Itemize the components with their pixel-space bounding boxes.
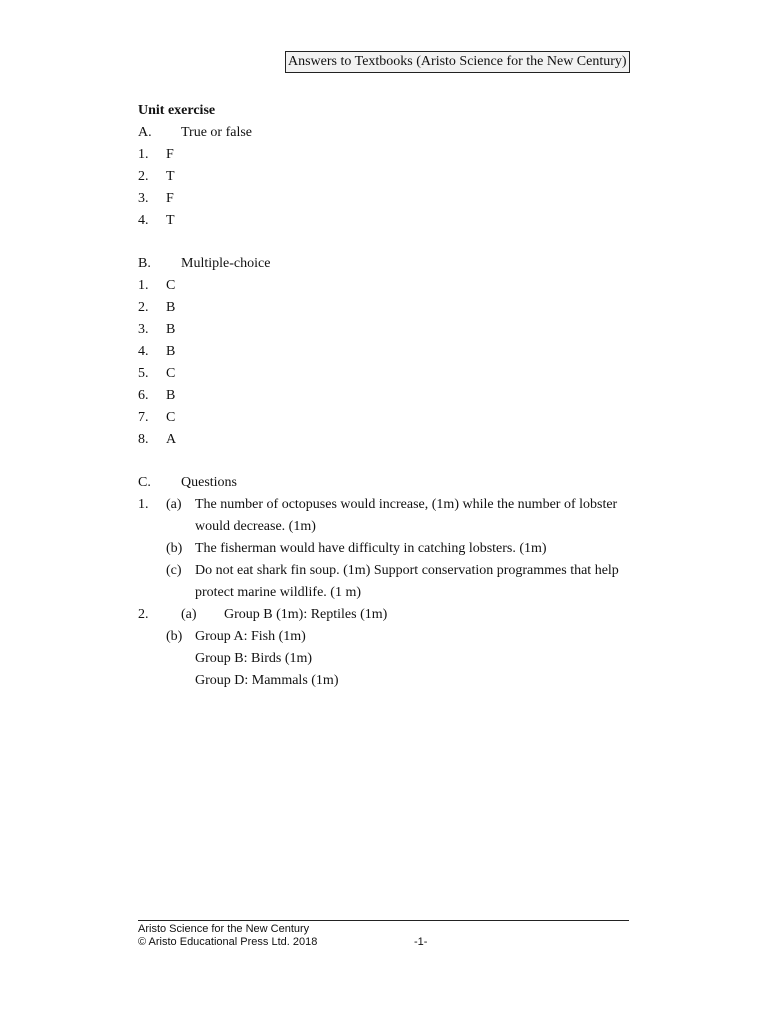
section-a-title: True or false xyxy=(181,125,253,140)
answer-text: The number of octopuses would increase, (1m) while the number of lobster xyxy=(195,497,618,512)
footer-divider xyxy=(138,920,629,921)
item-answer: A xyxy=(166,432,177,447)
answer-text: Group B: Birds (1m) xyxy=(195,651,313,666)
header-title: Answers to Textbooks (Aristo Science for the New Century) xyxy=(288,54,627,69)
answer-text: Group D: Mammals (1m) xyxy=(195,673,339,688)
item-answer: T xyxy=(166,169,175,184)
item-answer: T xyxy=(166,213,175,228)
item-answer: F xyxy=(166,147,174,162)
section-b-title: Multiple-choice xyxy=(181,256,271,271)
item-answer: B xyxy=(166,322,176,337)
page-number: -1- xyxy=(414,936,428,948)
answer-text: Group A: Fish (1m) xyxy=(195,629,306,644)
item-answer: C xyxy=(166,366,176,381)
section-a-letter: A. xyxy=(138,125,152,140)
item-answer: C xyxy=(166,278,176,293)
item-number: 5. xyxy=(138,366,149,381)
unit-title: Unit exercise xyxy=(138,103,216,118)
item-number: 1. xyxy=(138,147,149,162)
answer-text: The fisherman would have difficulty in catching lobsters. (1m) xyxy=(195,541,547,556)
item-number: 8. xyxy=(138,432,149,447)
item-number: 1. xyxy=(138,278,149,293)
item-answer: B xyxy=(166,300,176,315)
item-number: 3. xyxy=(138,191,149,206)
section-c-letter: C. xyxy=(138,475,151,490)
item-answer: B xyxy=(166,344,176,359)
item-answer: F xyxy=(166,191,174,206)
item-number: 2. xyxy=(138,169,149,184)
item-number: 4. xyxy=(138,213,149,228)
item-number: 3. xyxy=(138,322,149,337)
question-number: 2. xyxy=(138,607,149,622)
answer-text: Do not eat shark fin soup. (1m) Support conservation programmes that help xyxy=(195,563,619,578)
item-number: 7. xyxy=(138,410,149,425)
item-number: 4. xyxy=(138,344,149,359)
section-c-title: Questions xyxy=(181,475,237,490)
item-answer: B xyxy=(166,388,176,403)
part-label: (b) xyxy=(166,541,183,556)
footer-book-title: Aristo Science for the New Century xyxy=(138,923,310,935)
question-number: 1. xyxy=(138,497,149,512)
item-number: 2. xyxy=(138,300,149,315)
header-title-box xyxy=(285,51,630,73)
section-b-letter: B. xyxy=(138,256,151,271)
part-label: (c) xyxy=(166,563,182,578)
item-answer: C xyxy=(166,410,176,425)
answer-text: would decrease. (1m) xyxy=(195,519,316,534)
footer-copyright: © Aristo Educational Press Ltd. 2018 xyxy=(138,936,318,948)
item-number: 6. xyxy=(138,388,149,403)
part-label: (a) xyxy=(181,607,197,622)
part-label: (a) xyxy=(166,497,182,512)
part-label: (b) xyxy=(166,629,183,644)
answer-text: protect marine wildlife. (1 m) xyxy=(195,585,361,600)
answer-text: Group B (1m): Reptiles (1m) xyxy=(224,607,388,622)
